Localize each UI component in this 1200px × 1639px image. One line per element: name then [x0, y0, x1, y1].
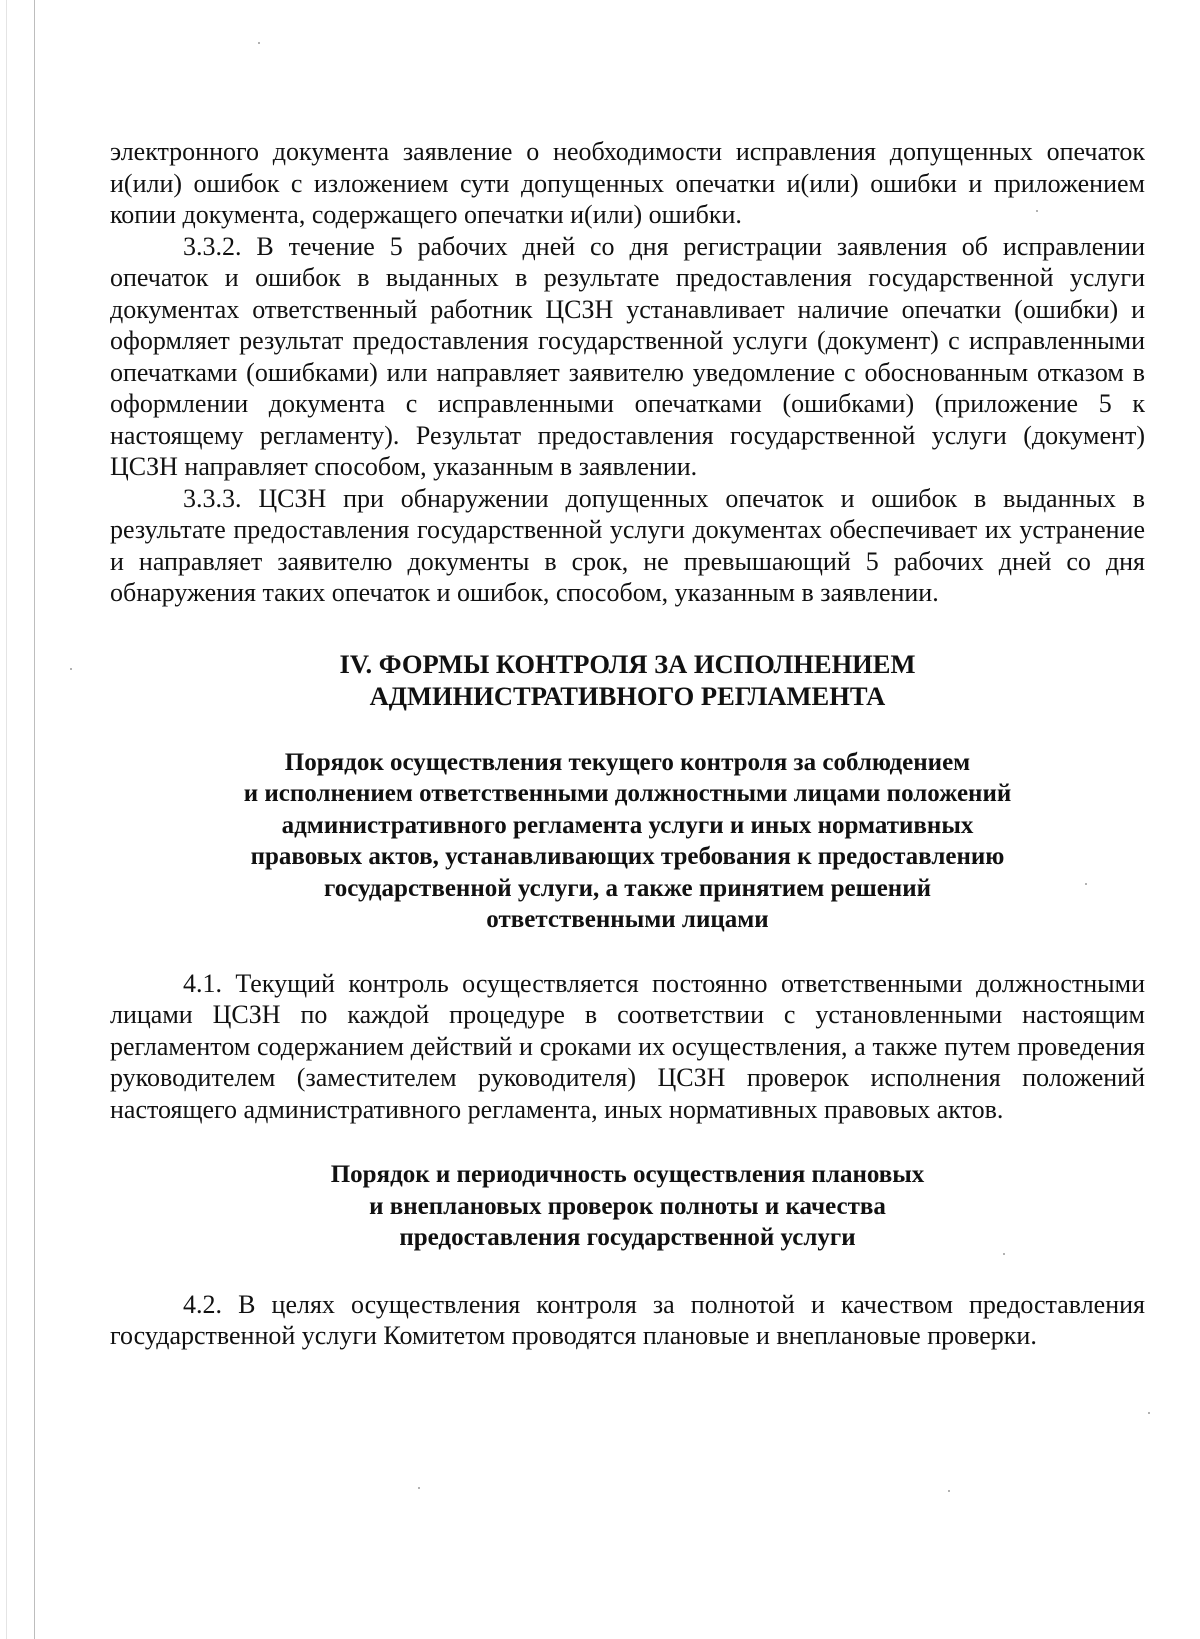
paragraph-4-2: 4.2. В целях осуществления контроля за полнотой и качеством предоставления государственной услуги Комитетом проводятся плановые и внеплановые проверки. [110, 1289, 1145, 1350]
section-title-line: IV. ФОРМЫ КОНТРОЛЯ ЗА ИСПОЛНЕНИЕМ [339, 648, 916, 679]
subsection-title-current-control [110, 747, 1145, 936]
scan-speck [258, 42, 260, 44]
subsection-title-line: Порядок и периодичность осуществления плановых [330, 1161, 925, 1188]
document-body [110, 136, 1145, 1352]
scan-edge-line [6, 0, 7, 1639]
scan-edge-line [34, 0, 35, 1639]
section-title [110, 648, 1145, 712]
subsection-title-line: правовых актов, устанавливающих требования к предоставлению [250, 843, 1005, 870]
subsection-title-line: и внеплановых проверок полноты и качества [369, 1192, 886, 1220]
scan-speck [948, 1490, 950, 1492]
paragraph-3-3-3: 3.3.3. ЦСЗН при обнаружении допущенных опечаток и ошибок в выданных в результате предоставления государственной услуги документах обеспечивает их устранение и направляет заявителю документы в срок, не превышающий 5 рабочих дней со дня обнаружения таких опечаток и ошибок, способом, указанным в заявлении. [110, 483, 1145, 607]
subsection-title-line: Порядок осуществления текущего контроля за соблюдением [284, 748, 971, 776]
subsection-title-line: и исполнением ответственными должностными лицами положений [243, 780, 1012, 807]
scan-speck [418, 1487, 420, 1489]
paragraph-3-3-2: 3.3.2. В течение 5 рабочих дней со дня регистрации заявления об исправлении опечаток и ошибок в выданных в результате предоставления государственной услуги документах ответственный работник ЦСЗН устанавливает наличие опечатки (ошибки) и оформляет результат предоставления государственной услуги (документ) с исправленными опечатками (ошибками) или направляет заявителю уведомление с обоснованным отказом в оформлении документа с исправленными опечатками (ошибками) (приложение 5 к настоящему регламенту). Результат предоставления государственной услуги (документ) ЦСЗН направляет способом, указанным в заявлении. [110, 231, 1145, 481]
subsection-title-line: административного регламента услуги и иных нормативных [281, 811, 974, 839]
paragraph-continuation: электронного документа заявление о необходимости исправления допущенных опечаток и(или) ошибок с изложением сути допущенных опечатки и(или) ошибки и приложением копии документа, содержащего опечатки и(или) ошибки. [110, 137, 1145, 229]
subsection-title-line: ответственными лицами [486, 906, 769, 933]
scan-speck [1148, 1412, 1150, 1414]
paragraph-4-1: 4.1. Текущий контроль осуществляется постоянно ответственными должностными лицами ЦСЗН по каждой процедуре в соответствии с установленными настоящим регламентом содержанием действий и сроками их осуществления, а также путем проведения руководителем (заместителем руководителя) ЦСЗН проверок исполнения положений настоящего административного регламента, иных нормативных правовых актов. [110, 968, 1145, 1124]
section-title-line: АДМИНИСТРАТИВНОГО РЕГЛАМЕНТА [369, 680, 886, 711]
scan-speck [70, 668, 72, 670]
subsection-title-inspections [110, 1159, 1145, 1254]
subsection-title-line: государственной услуги, а также принятием решений [323, 874, 932, 902]
subsection-title-line: предоставления государственной услуги [399, 1224, 856, 1251]
